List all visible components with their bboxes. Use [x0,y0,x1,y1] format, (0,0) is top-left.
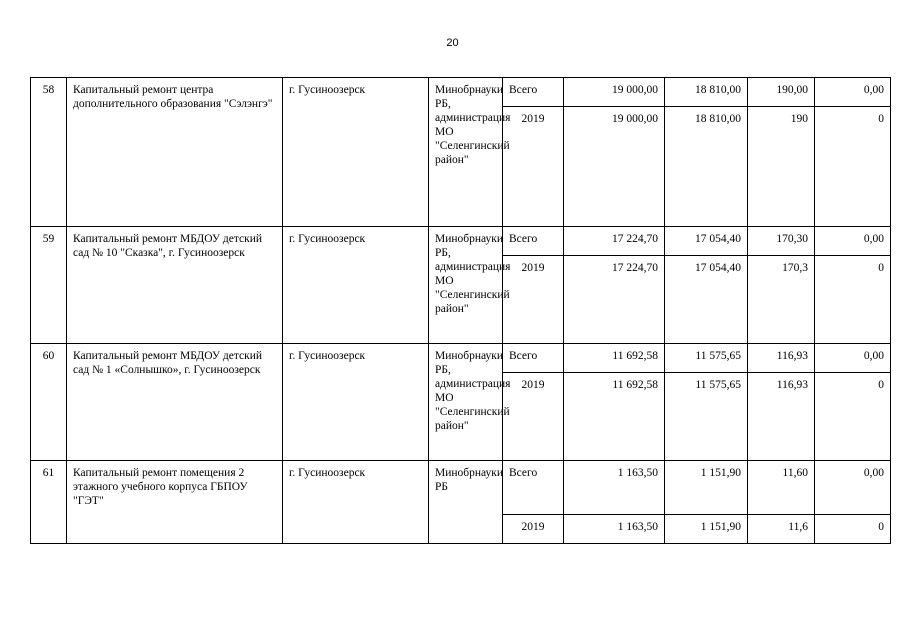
project-name: Капитальный ремонт МБДОУ детский сад № 1 «Солнышко», г. Гусиноозерск [67,344,283,461]
amount-cell: 18 810,00 [665,78,748,107]
location: г. Гусиноозерск [283,461,429,544]
location: г. Гусиноозерск [283,344,429,461]
row-number: 61 [31,461,67,544]
amount-cell: 0,00 [815,227,891,256]
amount-cell: 190,00 [748,78,815,107]
location: г. Гусиноозерск [283,78,429,227]
amount-cell: 11,60 [748,461,815,515]
period-cell: 2019 [503,515,564,544]
amount-cell: 1 151,90 [665,461,748,515]
period-cell: Всего [503,344,564,373]
budget-table [30,77,891,544]
amount-cell: 11 575,65 [665,373,748,461]
project-name: Капитальный ремонт МБДОУ детский сад № 10 "Сказка", г. Гусиноозерск [67,227,283,344]
amount-cell: 116,93 [748,344,815,373]
amount-cell: 0,00 [815,461,891,515]
amount-cell: 0 [815,515,891,544]
amount-cell: 17 054,40 [665,227,748,256]
period-cell: 2019 [503,256,564,344]
total-cell: 1 163,50 [564,515,665,544]
amount-cell: 11 575,65 [665,344,748,373]
amount-cell: 1 151,90 [665,515,748,544]
table-row [31,344,891,373]
total-cell: 17 224,70 [564,256,665,344]
period-cell: Всего [503,461,564,515]
amount-cell: 0 [815,256,891,344]
amount-cell: 190 [748,107,815,227]
amount-cell: 170,3 [748,256,815,344]
total-cell: 11 692,58 [564,373,665,461]
responsible-org: Минобрнауки РБ, администрация МО "Селенгинский район" [429,227,503,344]
total-cell: 19 000,00 [564,78,665,107]
total-cell: 17 224,70 [564,227,665,256]
total-cell: 19 000,00 [564,107,665,227]
amount-cell: 170,30 [748,227,815,256]
project-name: Капитальный ремонт помещения 2 этажного учебного корпуса ГБПОУ "ГЭТ" [67,461,283,544]
table-row [31,227,891,256]
page-number: 20 [446,37,459,49]
row-number: 59 [31,227,67,344]
amount-cell: 18 810,00 [665,107,748,227]
row-number: 60 [31,344,67,461]
period-cell: Всего [503,78,564,107]
table-row [31,78,891,107]
project-name: Капитальный ремонт центра дополнительного образования "Сэлэнгэ" [67,78,283,227]
amount-cell: 0,00 [815,344,891,373]
period-cell: 2019 [503,107,564,227]
amount-cell: 11,6 [748,515,815,544]
total-cell: 11 692,58 [564,344,665,373]
amount-cell: 0 [815,107,891,227]
amount-cell: 0,00 [815,78,891,107]
table-row [31,461,891,515]
location: г. Гусиноозерск [283,227,429,344]
period-cell: Всего [503,227,564,256]
amount-cell: 0 [815,373,891,461]
amount-cell: 116,93 [748,373,815,461]
responsible-org: Минобрнауки РБ, администрация МО "Селенгинский район" [429,78,503,227]
row-number: 58 [31,78,67,227]
responsible-org: Минобрнауки РБ [429,461,503,544]
responsible-org: Минобрнауки РБ, администрация МО "Селенгинский район" [429,344,503,461]
amount-cell: 17 054,40 [665,256,748,344]
period-cell: 2019 [503,373,564,461]
total-cell: 1 163,50 [564,461,665,515]
